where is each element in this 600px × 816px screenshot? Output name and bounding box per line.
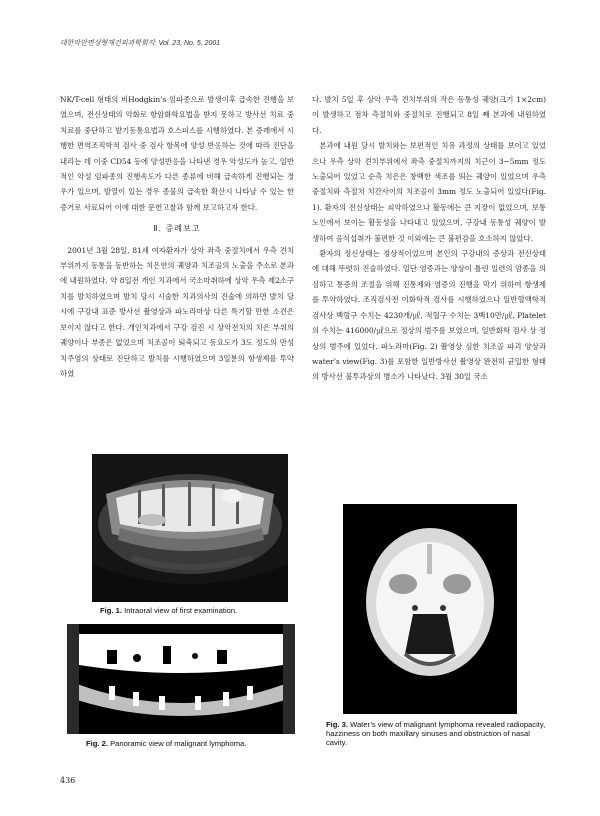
body-paragraph: 환자의 정신상태는 정상적이었으며 본인의 구강내의 증상과 전신상태에 대해 뚜렷히 진술하였다. 일단 염증과는 양상이 틀린 일련의 암종을 의심하고 통증의 조절을 위해 진통제와 염증의 진행을 막기 위하여 항생제를 투약하였다. 조직검사전 이화학적 검사를 시행하였으나 일반혈액학적 검사상 백혈구 수치는 4230개/㎕, 적혈구 수치는 3백10만/㎕, Platelet의 수치는 416000/㎕으로 정상의 범주를 보였으며, 일반화학 검사 상 정상의 범주에 있었다. 파노라마(Fig. 2) 촬영상 심한 치조골 파괴 양상과 water’s view(Fig. 3)를 포함한 일반방사선 촬영상 완전히 균일한 형태의 방사선 불투과상의 병소가 나타났다. 3월 30일 국소: [312, 249, 546, 382]
figure-2-label: Fig. 2.: [86, 739, 108, 748]
body-paragraph: NK/T-cell 형태의 비Hodgkin’s 임파종으로 발생이후 급속한 진행을 보였으며, 전신상태의 악화로 항암화학요법을 받지 못하고 방사선 치료 중 치료를 중단하고 발기동통요법과 호스피스를 시행하였다. 본 증례에서 시행한 면역조직학적 검사 중 검사 항목에 양성 반응하는 것에 따라 진단을 내리는 데 이중 CD54 등에 양성반응을 나타낸 경우 악성도가 높고, 일반적인 악성 임파종의 진행속도가 다른 종류에 비해 급속하게 진행되는 경우가 있으며, 발열이 있는 경우 종물의 급속한 확산시 나타날 수 있는 한 증거로 사료되어 이에 대한 문헌고찰과 함께 보고하고자 한다.: [60, 95, 294, 212]
figure-1-intraoral-photo: [92, 454, 288, 602]
figure-3-label: Fig. 3.: [326, 720, 348, 729]
figure-1-caption: [100, 606, 300, 615]
figure-2-panoramic-radiograph: [67, 624, 295, 734]
figure-2-caption: [86, 739, 306, 748]
page-number: 436: [60, 776, 76, 785]
figure-3-waters-view-radiograph: [343, 504, 517, 714]
figure-1-caption-text: Intraoral view of first examination.: [124, 606, 238, 615]
figure-2-caption-text: Panoramic view of malignant lymphoma.: [110, 739, 247, 748]
figure-1-label: Fig. 1.: [100, 606, 122, 615]
body-paragraph: 본과에 내원 당시 발치와는 보편적인 치유 과정의 상태를 보이고 있었으나 우측 상악 견치부위에서 좌측 중절치까지의 치근이 3~5mm 정도 노출되어 있었고 순측 치은은 창백한 색조를 띄는 궤양이 있었으며 우측 중절치와 측절치 치간사이의 치조골이 3mm 정도 노출되어 있었다(Fig. 1). 환자의 전신상태는 쇠약하였으나 활동에는 큰 지장이 없었으며, 보통 노인에서 보이는 활동성을 나타내고 있었으며, 구강내 동통성 궤양이 발생하여 음식섭취가 불편한 것 이외에는 큰 불편감을 호소하지 않았다.: [312, 141, 546, 243]
figure-3-caption-text: Water’s view of malignant lymphoma revealed radiopacity, hazziness on both maxillary sinuses and obstruction of nasal cavity.: [326, 720, 546, 747]
body-paragraph: 2001년 3월 28일, 81세 여자환자가 상악 좌측 중절치에서 우측 견치 부위까지 동통을 동반하는 치은연의 궤양과 치조골의 노출을 주소로 본과에 내원하였다. 약 8일전 개인 치과에서 국소마취하에 상악 우측 제2소구치를 발치하였으며 발치 당시 시술한 치과의사의 진술에 의하면 발치 당시에 구강내 표준 방사선 촬영상과 파노라마상 다른 특기할 만한 소견은 보이지 않다고 한다. 개인치과에서 구강 검진 시 상악전치의 치은 부위의 궤양이나 부종은 없었으며 치조골이 퇴축되고 동요도가 3도 정도의 만성 치주염의 상태로 진단하고 발치를 시행하였으며 3일분의 항생제를 투약하였: [60, 245, 294, 378]
figure-3-caption: [326, 720, 548, 747]
journal-header: 대한악안면성형재건외과학회지: Vol. 23, No. 5, 2001: [60, 40, 221, 47]
section-title: Ⅱ. 증례보고: [153, 224, 201, 234]
left-column: [60, 92, 294, 381]
body-paragraph: 다. 발치 5일 후 상악 우측 견치부위의 작은 동통성 궤양(크기 1×2cm)이 발생하고 점차 측절치와 중절치로 진행되고 8일 째 본과에 내원하였다.: [312, 95, 546, 135]
right-column: [312, 92, 546, 385]
